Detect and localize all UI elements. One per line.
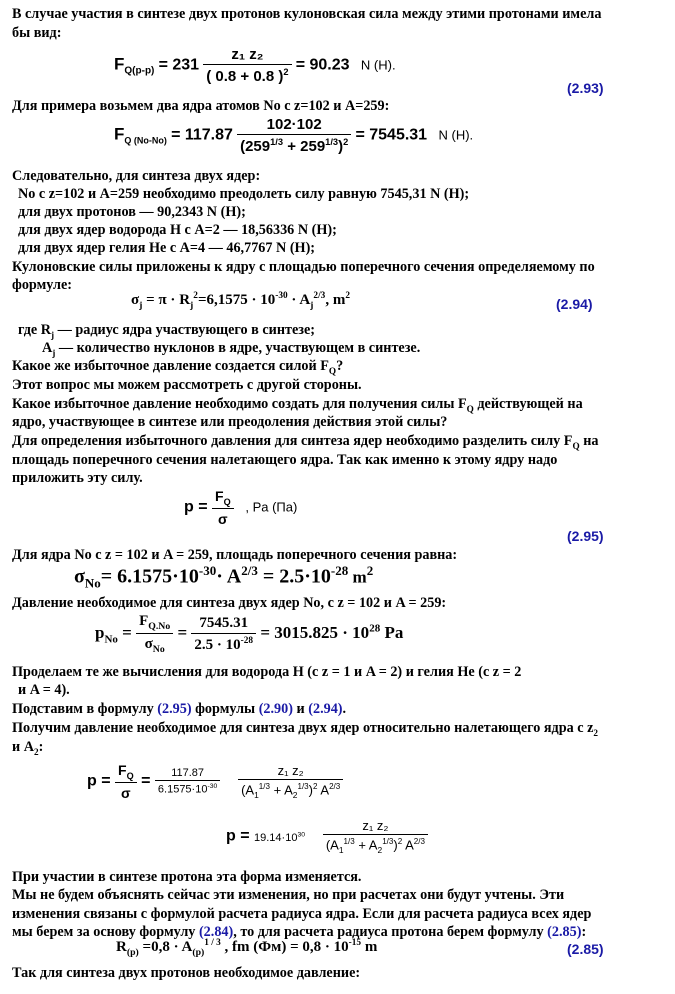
equation-number: (2.94) [556, 296, 593, 312]
text-line: Какое избыточное давление необходимо создать для получения силы $F_Q$ действующей на [12, 396, 583, 414]
text-line: изменения связаны с формулой расчета радиуса ядра. Если для расчета радиуса всех ядер [12, 906, 592, 922]
text-line: и A = 4). [18, 682, 70, 698]
text-line: Какое же избыточное давление создается силой $F_Q$? [12, 358, 344, 376]
equation-sigma-no: $\sigma_{No}= 6.1575\cdot 10^{-30}\cdot A^{2/3} = 2.5\cdot 10^{-28}$ $m^2$ [74, 563, 374, 591]
text-line: Так для синтеза двух протонов необходимое давление: [12, 965, 361, 981]
text-line: Этот вопрос мы можем рассмотреть с другой стороны. [12, 377, 362, 393]
text-line: ядро, участвующее в синтезе или преодоления действия этой силы? [12, 414, 448, 430]
text-line: $A_j$ — количество нуклонов в ядре, участвующем в синтезе. [42, 340, 421, 358]
text-line: для двух ядер гелия He с A=4 — 46,7767 N (Н); [18, 240, 316, 256]
equation-coulomb-no: $F_{Q (No-No)} = 117.87$ $\frac{102\cdot 102}{(259^{1/3} + 259^{1/3})^2}$ = 7545.31 N (H). [114, 116, 474, 155]
text-line: Получим давление необходимое для синтеза двух ядер относительно налетающего ядра с $z_2$ [12, 720, 599, 738]
text-line: мы берем за основу формулу (2.84), то для расчета радиуса протона берем формулу (2.85): [12, 924, 587, 940]
text-line: При участии в синтезе протона эта форма изменяется. [12, 869, 362, 885]
equation-pressure-simplified: $p = 19.14\cdot 10^{30}$ $\frac{\text{z₁ z₂}}{(A_1^{1/3} + A_2^{1/3})^2 A^{2/3}}$ [226, 818, 428, 855]
text-line: Проделаем те же вычисления для водорода H (с z = 1 и A = 2) и гелия He (с z = 2 [12, 664, 522, 680]
text-line: для двух ядер водорода H с A=2 — 18,56336 N (Н); [18, 222, 337, 238]
equation-pressure-no: $p_{No}$ = $\frac{F_{Q.No}}{\sigma_{No}}$ = $\frac{7545.31}{2.5 \cdot 10^{-28}}$ = $3015.825 \cdot 10^{28}$ Pa [95, 613, 404, 655]
text-line: для двух протонов — 90,2343 N (Н); [18, 204, 246, 220]
equation-cross-section: $\sigma_j = \pi \cdot R_j^2=6,1575 \cdot 10^{-30} \cdot A_j^{2/3}$, $m^2$ [131, 291, 350, 311]
equation-pressure: p = $\frac{F_Q}{\sigma}$ , Pa (Па) [184, 488, 298, 527]
equation-proton-radius: $R_{(p)} =0,8 \cdot A_{(p)}^{1 / 3}$ , fm $(Фм) = 0,8 \cdot 10^{-15}$ m [116, 938, 378, 958]
equation-coulomb-protons: $F_{Q(p-p)} = 231$ $\frac{\text{z₁ z₂}}{( 0.8 + 0.8 )^2}$ = 90.23 N (H). [114, 46, 396, 85]
equation-pressure-general: p = $\frac{F_Q}{\sigma}$ = $\frac{117.87}{6.1575\cdot 10^{-30}}$ $\frac{\text{z₁ z₂}}{(A_1^{1/3} + A_2^{1/3})^2 A^{2/3}}$ [87, 762, 343, 801]
text-line: где $R_j$ — радиус ядра участвующего в синтезе; [18, 322, 316, 340]
text-line: Для определения избыточного давления для синтеза ядер необходимо разделить силу $F_Q$ на [12, 433, 599, 451]
equation-number: (2.85) [567, 941, 604, 957]
text-line: бы вид: [12, 25, 62, 41]
text-line: No с z=102 и A=259 необходимо преодолеть силу равную 7545,31 N (Н); [18, 186, 470, 202]
equation-number: (2.93) [567, 80, 604, 96]
text-line: и $A_2$: [12, 739, 44, 757]
text-line: приложить эту силу. [12, 470, 143, 486]
text-line: формуле: [12, 277, 72, 293]
text-line: Мы не будем объяснять сейчас эти изменения, но при расчетах они будут учтены. Эти [12, 887, 565, 903]
text-line: Для примера возьмем два ядра атомов No с z=102 и A=259: [12, 98, 390, 114]
text-line: В случае участия в синтезе двух протонов кулоновская сила между этими протонами имела [12, 6, 602, 22]
text-line: Для ядра No с z = 102 и A = 259, площадь поперечного сечения равна: [12, 547, 458, 563]
text-line: Кулоновские силы приложены к ядру с площадью поперечного сечения определяемому по [12, 259, 595, 275]
text-line: Давление необходимое для синтеза двух ядер No, с z = 102 и A = 259: [12, 595, 447, 611]
text-line: Следовательно, для синтеза двух ядер: [12, 168, 261, 184]
text-line: Подставим в формулу (2.95) формулы (2.90) и (2.94). [12, 701, 347, 717]
text-line: площадь поперечного сечения налетающего ядра. Так как именно к этому ядру надо [12, 452, 558, 468]
equation-number: (2.95) [567, 528, 604, 544]
